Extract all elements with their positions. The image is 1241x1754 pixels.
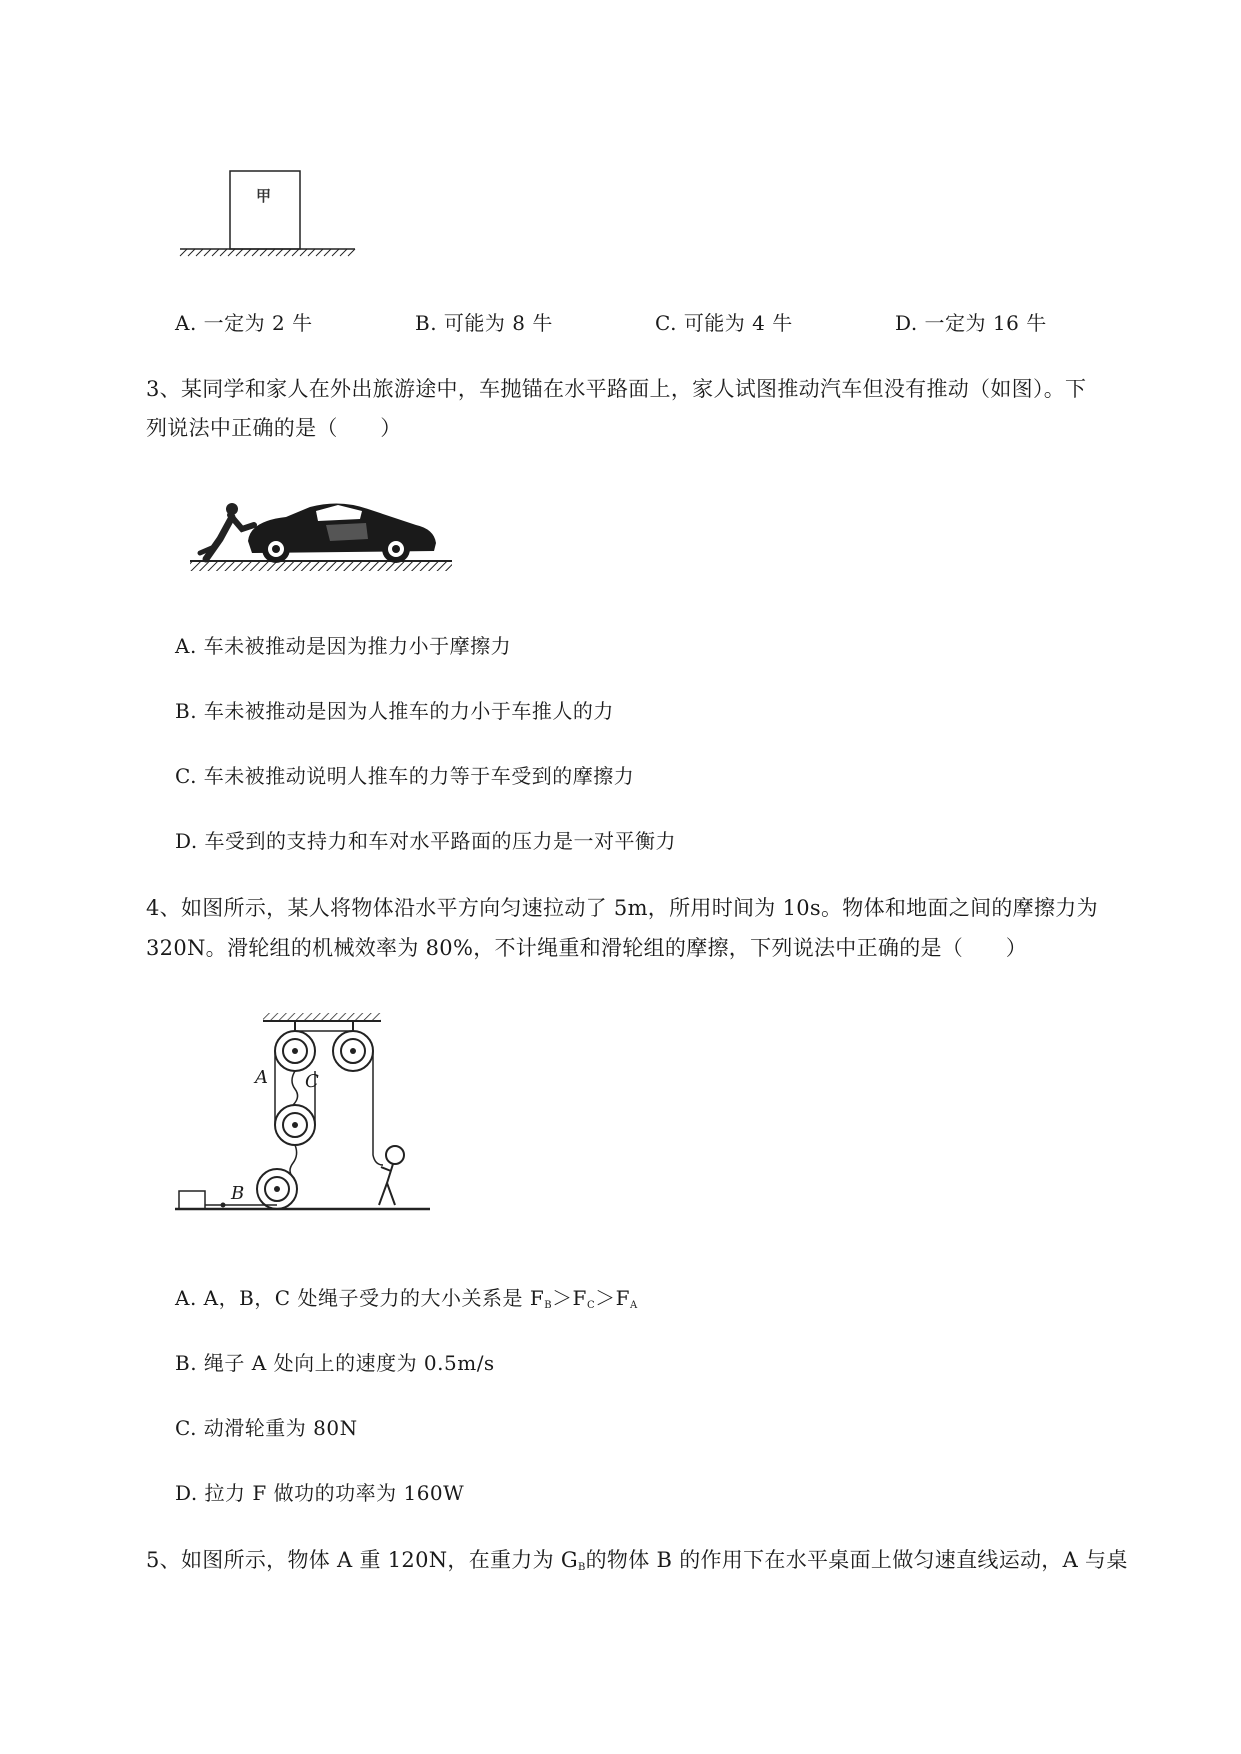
option-letter: D. xyxy=(895,311,918,335)
option-c[interactable] xyxy=(655,309,793,337)
q3-option-b[interactable]: B. 车未被推动是因为人推车的力小于车推人的力 xyxy=(175,699,614,723)
figure-pulley-system xyxy=(175,1005,435,1235)
option-a[interactable] xyxy=(175,309,313,337)
q4-option-a[interactable]: A. A，B，C 处绳子受力的大小关系是 $F_B>F_C>F_A$ xyxy=(175,1286,638,1311)
option-text: 可能为 4 牛 xyxy=(683,311,793,335)
pulley-diagram xyxy=(175,1005,435,1235)
q4-stem-line1: 4、如图所示，某人将物体沿水平方向匀速拉动了 5m，所用时间为 10s。物体和地面之间的摩擦力为 xyxy=(146,896,1098,920)
q4-option-d[interactable]: D. 拉力 F 做功的功率为 160W xyxy=(175,1481,465,1505)
option-b[interactable] xyxy=(415,309,553,337)
q3-stem-line2: 列说法中正确的是（ ） xyxy=(146,416,402,440)
option-letter: A. xyxy=(175,311,197,335)
q4-option-b[interactable]: B. 绳子 A 处向上的速度为 0.5m/s xyxy=(175,1351,495,1375)
q3-stem-line1: 3、某同学和家人在外出旅游途中，车抛锚在水平路面上，家人试图推动汽车但没有推动（如图）。下 xyxy=(146,377,1087,401)
q3-option-a[interactable]: A. 车未被推动是因为推力小于摩擦力 xyxy=(175,634,512,658)
q4-stem-line2: 320N。滑轮组的机械效率为 80%，不计绳重和滑轮组的摩擦，下列说法中正确的是（ ） xyxy=(146,936,1028,960)
label-a: A xyxy=(255,1067,268,1088)
label-c: C xyxy=(305,1071,319,1092)
car-push-diagram xyxy=(190,495,460,575)
option-text: 一定为 16 牛 xyxy=(924,311,1047,335)
option-text: 一定为 2 牛 xyxy=(203,311,313,335)
q4-option-c[interactable]: C. 动滑轮重为 80N xyxy=(175,1416,358,1440)
option-letter: C. xyxy=(655,311,677,335)
q3-option-c[interactable]: C. 车未被推动说明人推车的力等于车受到的摩擦力 xyxy=(175,764,635,788)
q5-stem-line1: 5、如图所示，物体 A 重 120N，在重力为 $G_B$的物体 B 的作用下在水平桌面上做匀速直线运动，A 与桌 xyxy=(146,1548,1128,1573)
label-b: B xyxy=(231,1183,245,1204)
block-label: 甲 xyxy=(256,187,272,205)
figure-block-on-ground xyxy=(170,165,370,265)
option-text: 可能为 8 牛 xyxy=(443,311,553,335)
block-diagram xyxy=(170,165,370,265)
option-letter: B. xyxy=(415,311,438,335)
q3-option-d[interactable]: D. 车受到的支持力和车对水平路面的压力是一对平衡力 xyxy=(175,829,677,853)
figure-car-push xyxy=(190,495,460,575)
option-d[interactable] xyxy=(895,309,1047,337)
